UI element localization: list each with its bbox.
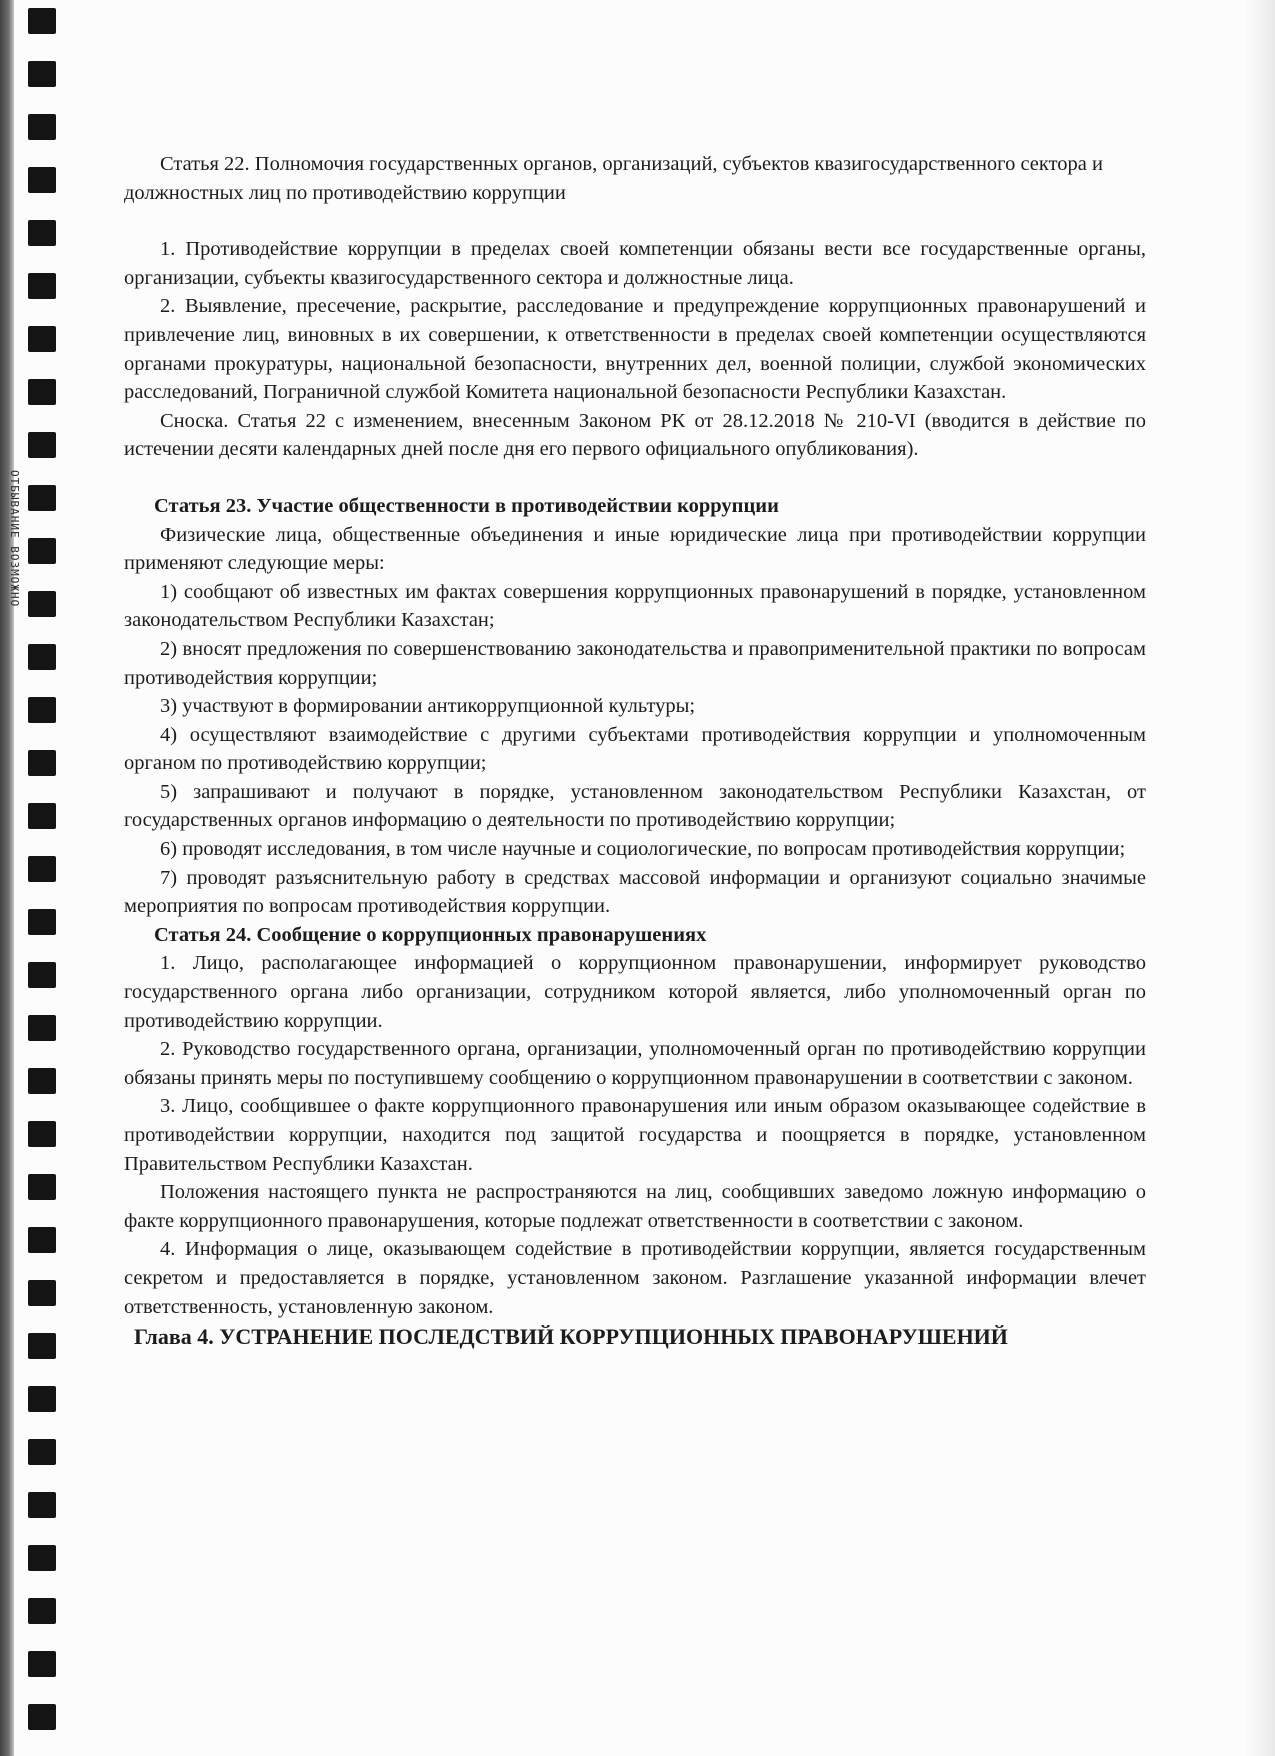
article23-item-3: 3) участвуют в формировании антикоррупционной культуры; [160, 695, 696, 718]
binding-hole [28, 1704, 56, 1730]
binding-hole [28, 379, 56, 405]
binding-hole [28, 1280, 56, 1306]
spacer [124, 464, 1146, 492]
binding-hole [28, 1015, 56, 1041]
binding-hole [28, 644, 56, 670]
binding-hole [28, 909, 56, 935]
article23-item-7: 7) проводят разъяснительную работу в средствах массовой информации и организуют социально значимые мероприятия по вопросам противодействия коррупции. [124, 866, 1146, 918]
article23-title: Статья 23. Участие общественности в противодействии коррупции [154, 494, 779, 517]
binding-hole [28, 167, 56, 193]
page-edge-shadow [1245, 0, 1275, 1756]
binding-stamp: ОТБЫВАНИЕ ВОЗМОЖНО [8, 470, 21, 608]
binding-spine [0, 0, 14, 1756]
binding-hole [28, 1545, 56, 1571]
binding-hole [28, 750, 56, 776]
binding-hole [28, 1386, 56, 1412]
article24-paragraph-2: 2. Руководство государственного органа, организации, уполномоченный орган по противодействию коррупции обязаны принять меры по поступившему сообщению о коррупционном правонарушении в соответствии с законом. [124, 1038, 1146, 1089]
binding-hole [28, 114, 56, 140]
article22-paragraph-1: 1. Противодействие коррупции в пределах своей компетенции обязаны вести все государственные органы, организации, субъекты квазигосударственного сектора и должностные лица. [124, 238, 1146, 289]
binding-hole [28, 803, 56, 829]
binding-hole [28, 220, 56, 246]
binding-hole [28, 591, 56, 617]
binding-hole [28, 1598, 56, 1624]
binding-hole [28, 538, 56, 564]
binding-hole [28, 432, 56, 458]
article23-item-5: 5) запрашивают и получают в порядке, установленном законодательством Республики Казахстан, от государственных органов информацию о деятельности по противодействию коррупции; [124, 780, 1146, 832]
article22-note: Сноска. Статья 22 с изменением, внесенным Законом РК от 28.12.2018 № 210-VI (вводится в действие по истечении десяти календарных дней после дня его первого официального опубликования). [124, 409, 1146, 461]
spacer [124, 207, 1146, 235]
binding-hole [28, 273, 56, 299]
binding-hole [28, 326, 56, 352]
article24-title: Статья 24. Сообщение о коррупционных правонарушениях [154, 923, 707, 946]
article24-paragraph-1: 1. Лицо, располагающее информацией о коррупционном правонарушении, информирует руководство государственного органа либо организации, сотрудником которой является, либо уполномоченный орган по противодействию коррупции. [124, 952, 1146, 1032]
article24-paragraph-3: 3. Лицо, сообщившее о факте коррупционного правонарушения или иным образом оказывающее содействие в противодействии коррупции, находится под защитой государства и поощряется в порядке, установленном Правительством Республики Казахстан. [124, 1095, 1146, 1175]
chapter4-title: Глава 4. УСТРАНЕНИЕ ПОСЛЕДСТВИЙ КОРРУПЦИОННЫХ ПРАВОНАРУШЕНИЙ [134, 1324, 1008, 1350]
binding-hole [28, 856, 56, 882]
document-text [124, 150, 1146, 1352]
spiral-binding [0, 0, 70, 1756]
binding-hole [28, 1068, 56, 1094]
binding-hole [28, 61, 56, 87]
binding-hole [28, 962, 56, 988]
article23-item-1: 1) сообщают об известных им фактах совершения коррупционных правонарушений в порядке, установленном законодательством Республики Казахстан; [124, 580, 1146, 632]
article24-paragraph-3b: Положения настоящего пункта не распространяются на лиц, сообщивших заведомо ложную информацию о факте коррупционного правонарушения, которые подлежат ответственности в соответствии с законом. [124, 1181, 1146, 1232]
binding-hole [28, 1121, 56, 1147]
binding-hole [28, 1439, 56, 1465]
article24-paragraph-4: 4. Информация о лице, оказывающем содействие в противодействии коррупции, является государственным секретом и предоставляется в порядке, установленном законом. Разглашение указанной информации влечет ответственность, установленную законом. [124, 1238, 1146, 1318]
binding-hole [28, 1333, 56, 1359]
article22-paragraph-2: 2. Выявление, пресечение, раскрытие, расследование и предупреждение коррупционных правонарушений и привлечение лиц, виновных в их совершении, к ответственности в пределах своей компетенции осуществляются органами прокуратуры, национальной безопасности, внутренних дел, военной полиции, службой экономических расследований, Пограничной службой Комитета национальной безопасности Республики Казахстан. [124, 295, 1146, 404]
binding-hole [28, 697, 56, 723]
binding-hole [28, 485, 56, 511]
binding-hole [28, 8, 56, 34]
article23-item-2: 2) вносят предложения по совершенствованию законодательства и правоприменительной практики по вопросам противодействия коррупции; [124, 637, 1146, 689]
article23-item-6: 6) проводят исследования, в том числе научные и социологические, по вопросам противодействия коррупции; [160, 838, 1126, 861]
article22-title: Статья 22. Полномочия государственных органов, организаций, субъектов квазигосударственного сектора и должностных лиц по противодействию коррупции [124, 153, 1103, 204]
article23-intro: Физические лица, общественные объединения и иные юридические лица при противодействии коррупции применяют следующие меры: [124, 523, 1146, 575]
binding-hole [28, 1651, 56, 1677]
binding-hole [28, 1174, 56, 1200]
article23-item-4: 4) осуществляют взаимодействие с другими субъектами противодействия коррупции и уполномоченным органом по противодействию коррупции; [124, 723, 1146, 775]
binding-hole [28, 1492, 56, 1518]
binding-hole [28, 1227, 56, 1253]
